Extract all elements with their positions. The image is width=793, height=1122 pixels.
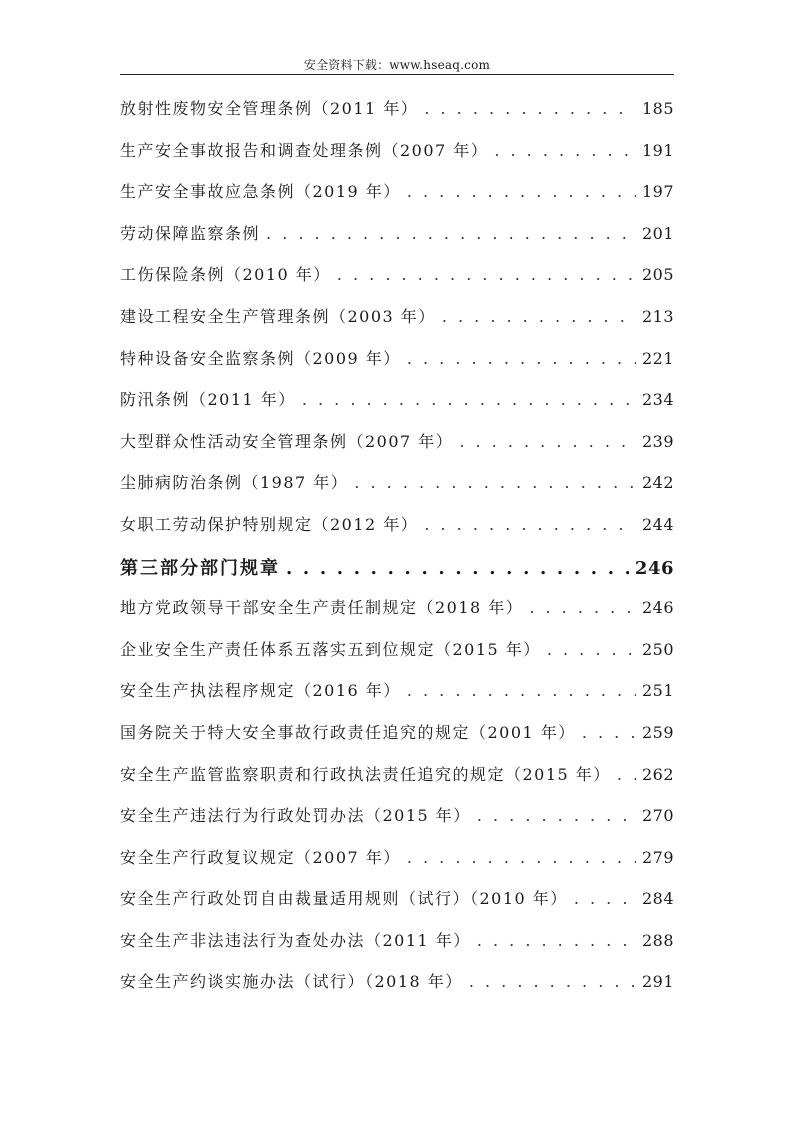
toc-entry-title: 建设工程安全生产管理条例（2003 年） xyxy=(120,306,436,326)
dot-leader xyxy=(337,265,636,284)
toc-entry-title: 安全生产行政复议规定（2007 年） xyxy=(120,847,401,867)
dot-leader xyxy=(469,972,636,991)
toc-entry-page: 201 xyxy=(641,223,674,243)
page-header xyxy=(120,54,674,75)
toc-entry-page: 279 xyxy=(641,847,674,867)
toc-entry[interactable] xyxy=(120,762,674,804)
toc-entry-page: 205 xyxy=(641,265,674,285)
toc-entry-title: 尘肺病防治条例（1987 年） xyxy=(120,473,349,493)
toc-entry-title: 安全生产行政处罚自由裁量适用规则（试行）（2010 年） xyxy=(120,889,568,909)
toc-entry[interactable] xyxy=(120,387,674,429)
toc-entry-page: 246 xyxy=(641,598,674,618)
toc-entry-title: 防汛条例（2011 年） xyxy=(120,390,296,410)
toc-entry[interactable] xyxy=(120,637,674,679)
dot-leader xyxy=(354,473,636,492)
toc-entry[interactable] xyxy=(120,429,674,471)
dot-leader xyxy=(407,681,636,700)
toc-entry-page: 185 xyxy=(641,99,674,118)
toc-entry[interactable] xyxy=(120,512,674,554)
toc-entry-page: 259 xyxy=(641,722,674,742)
toc-entry-page: 197 xyxy=(641,182,674,202)
toc-entry[interactable] xyxy=(120,304,674,346)
dot-leader xyxy=(407,349,636,368)
dot-leader xyxy=(459,432,636,451)
toc-section-heading[interactable] xyxy=(120,554,674,596)
toc-entry[interactable] xyxy=(120,928,674,970)
toc-entry-page: 250 xyxy=(641,639,674,659)
dot-leader xyxy=(266,224,636,243)
toc-entry-page: 288 xyxy=(641,930,674,950)
toc-entry-title: 企业安全生产责任体系五落实五到位规定（2015 年） xyxy=(120,639,541,659)
dot-leader xyxy=(286,558,629,579)
toc-entry[interactable] xyxy=(120,845,674,887)
toc-entry-page: 191 xyxy=(641,140,674,160)
toc-entry[interactable] xyxy=(120,221,674,263)
toc-entry[interactable] xyxy=(120,138,674,180)
toc-entry-page: 291 xyxy=(641,972,674,992)
toc-entry-title: 工伤保险条例（2010 年） xyxy=(120,265,331,285)
toc-entry-title: 女职工劳动保护特别规定（2012 年） xyxy=(120,514,419,534)
dot-leader xyxy=(617,765,636,784)
toc-entry-title: 安全生产约谈实施办法（试行）（2018 年） xyxy=(120,972,463,992)
toc-entry-title: 安全生产执法程序规定（2016 年） xyxy=(120,681,401,701)
dot-leader xyxy=(477,806,636,825)
dot-leader xyxy=(547,640,636,659)
dot-leader xyxy=(582,723,636,742)
toc-entry[interactable] xyxy=(120,678,674,720)
toc-entry[interactable] xyxy=(120,470,674,512)
toc-entry[interactable] xyxy=(120,262,674,304)
toc-entry[interactable] xyxy=(120,346,674,388)
toc-entry[interactable] xyxy=(120,720,674,762)
toc-entry-page: 221 xyxy=(641,348,674,368)
dot-leader xyxy=(477,931,636,950)
dot-leader xyxy=(494,141,636,160)
toc-entry-title: 地方党政领导干部安全生产责任制规定（2018 年） xyxy=(120,598,524,618)
toc-entry-title: 安全生产非法违法行为查处办法（2011 年） xyxy=(120,930,471,950)
toc-entry-title: 国务院关于特大安全事故行政责任追究的规定（2001 年） xyxy=(120,722,576,742)
toc-entry-page: 242 xyxy=(641,473,674,493)
dot-leader xyxy=(407,848,636,867)
toc-section-page: 246 xyxy=(634,557,674,579)
toc-entry-title: 安全生产违法行为行政处罚办法（2015 年） xyxy=(120,806,471,826)
toc-entry[interactable] xyxy=(120,96,674,138)
toc-entry-title: 劳动保障监察条例 xyxy=(120,223,261,243)
dot-leader xyxy=(302,390,636,409)
toc-entry-title: 特种设备安全监察条例（2009 年） xyxy=(120,348,401,368)
header-text: 安全资料下载：www.hseaq.com xyxy=(303,58,491,72)
toc-entry-page: 244 xyxy=(641,514,674,534)
toc-entry-title: 大型群众性活动安全管理条例（2007 年） xyxy=(120,431,454,451)
toc-entry[interactable] xyxy=(120,969,674,1011)
toc-entry-title: 生产安全事故报告和调查处理条例（2007 年） xyxy=(120,140,489,160)
toc-entry-page: 234 xyxy=(641,390,674,410)
toc-entry[interactable] xyxy=(120,179,674,221)
toc-entry[interactable] xyxy=(120,886,674,928)
toc-entry[interactable] xyxy=(120,595,674,637)
toc-entry-page: 251 xyxy=(641,681,674,701)
dot-leader xyxy=(407,182,636,201)
toc-entry[interactable] xyxy=(120,803,674,845)
toc-entry-page: 239 xyxy=(641,431,674,451)
toc-entry-page: 213 xyxy=(641,306,674,326)
toc-entry-title: 生产安全事故应急条例（2019 年） xyxy=(120,182,401,202)
dot-leader xyxy=(424,515,636,534)
dot-leader xyxy=(442,307,636,326)
toc-entry-page: 284 xyxy=(641,889,674,909)
dot-leader xyxy=(574,889,636,908)
dot-leader xyxy=(424,99,636,118)
toc-entry-page: 270 xyxy=(641,806,674,826)
toc-entry-title: 放射性废物安全管理条例（2011 年） xyxy=(120,99,419,118)
toc-section-title: 第三部分部门规章 xyxy=(120,557,280,579)
dot-leader xyxy=(529,598,636,617)
table-of-contents xyxy=(120,96,674,1011)
toc-entry-page: 262 xyxy=(641,764,674,784)
toc-entry-title: 安全生产监管监察职责和行政执法责任追究的规定（2015 年） xyxy=(120,764,611,784)
